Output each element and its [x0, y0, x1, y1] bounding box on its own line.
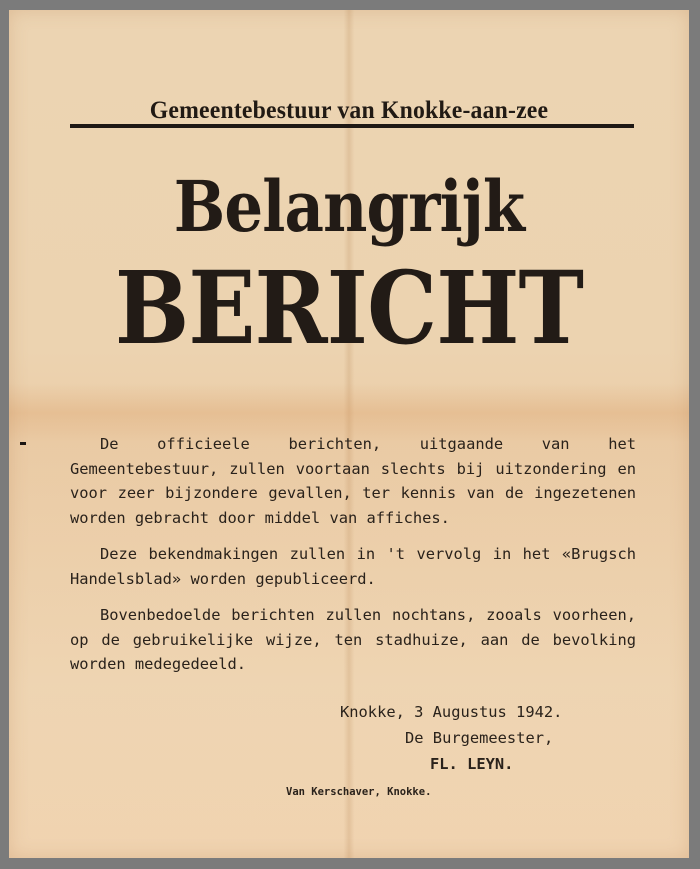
headline-belangrijk: Belangrijk	[173, 165, 525, 248]
signature-role: De Burgemeester,	[405, 729, 554, 747]
heading-underline	[70, 124, 634, 128]
pin-mark	[20, 442, 26, 445]
paragraph-3	[70, 603, 636, 677]
paragraph-2-text: Deze bekendmakingen zullen in 't vervolg in het «Brugsch Handelsblad» worden gepubliceerd.	[70, 545, 636, 588]
paragraph-3-text: Bovenbedoelde berichten zullen nochtans, zooals voorheen, op de gebruikelijke wijze, ten stadhuize, aan de bevolking worden medegedeeld.	[70, 606, 636, 673]
signature-place-date: Knokke, 3 Augustus 1942.	[340, 703, 563, 721]
issuer-heading: Gemeentebestuur van Knokke-aan-zee	[149, 95, 549, 124]
signature-name: FL. LEYN.	[430, 755, 514, 773]
paragraph-1-text: De officieele berichten, uitgaande van het Gemeentebestuur, zullen voortaan slechts bij uitzondering en voor zeer bijzondere gevallen, ter kennis van de ingezetenen worden gebracht door middel van affiches.	[70, 435, 636, 527]
paragraph-1	[70, 432, 636, 530]
headline-bericht: BERICHT	[114, 249, 584, 367]
paragraph-2	[70, 542, 636, 591]
printer-credit: Van Kerschaver, Knokke.	[286, 786, 432, 798]
poster-paper	[9, 10, 689, 858]
